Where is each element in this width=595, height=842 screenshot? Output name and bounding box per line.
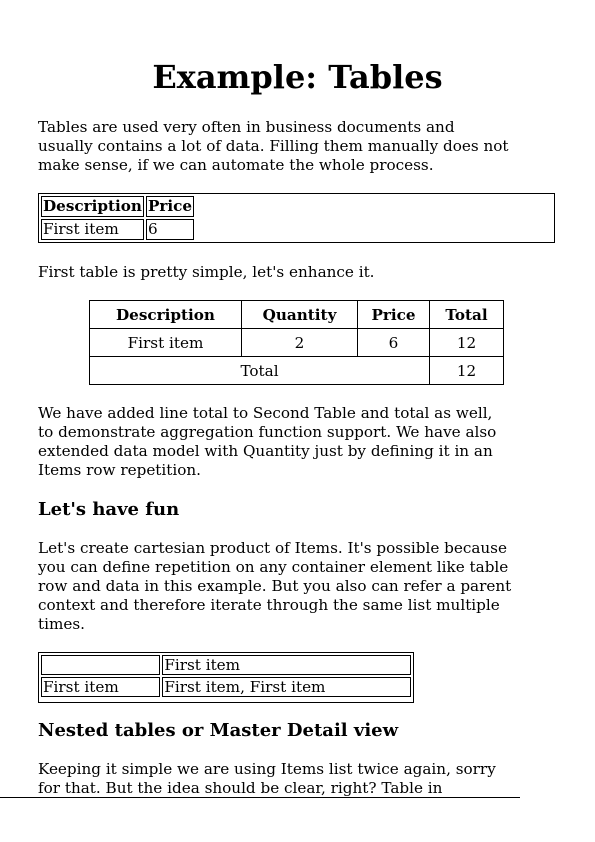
header-cell-quantity: Quantity [242, 301, 358, 329]
simple-table-frame [38, 193, 555, 243]
header-cell-description: Description [90, 301, 242, 329]
table-row [90, 329, 504, 357]
table-total-row [90, 357, 504, 385]
total-label: Total [90, 357, 430, 385]
table-row [41, 219, 194, 240]
cell-quantity: 2 [242, 329, 358, 357]
simple-table [39, 194, 196, 242]
section-nested-paragraph: Keeping it simple we are using Items list twice again, sorry for that. But the idea should be clear, right? Table in [38, 760, 496, 797]
intro-paragraph: Tables are used very often in business documents and usually contains a lot of data. Filling them manually does not make sense, if we can automate the whole process. [38, 118, 509, 174]
page-title: Example: Tables [152, 58, 443, 96]
section-heading-nested: Nested tables or Master Detail view [38, 720, 399, 741]
cell-total: 12 [430, 329, 504, 357]
table2-caption: We have added line total to Second Table and total as well, to demonstrate aggregation function support. We have also extended data model with Quantity just by defining it in an Items row repetition. [38, 404, 497, 479]
enhanced-table [89, 300, 504, 385]
header-cell-price: Price [147, 197, 193, 215]
cell-price: 6 [146, 219, 194, 240]
page-bottom-rule [0, 797, 520, 798]
corner-cell [41, 655, 160, 675]
table-header-row [41, 196, 194, 217]
cell-price: 6 [358, 329, 430, 357]
cartesian-table [39, 653, 413, 699]
header-cell-total: Total [430, 301, 504, 329]
row-header-cell: First item [41, 677, 160, 697]
cartesian-table-frame [38, 652, 414, 703]
cell-description: First item [41, 219, 144, 240]
table1-caption: First table is pretty simple, let's enhance it. [38, 263, 375, 281]
table-row [41, 677, 411, 697]
header-cell-item: First item [162, 655, 411, 675]
product-cell: First item, First item [162, 677, 411, 697]
header-cell-price: Price [358, 301, 430, 329]
section-heading-fun: Let's have fun [38, 499, 180, 520]
section-fun-paragraph: Let's create cartesian product of Items. It's possible because you can define repetition on any container element like table row and data in this example. But you also can refer a parent context and therefore iterate through the same list multiple times. [38, 539, 512, 633]
table-header-row [41, 655, 411, 675]
total-value: 12 [430, 357, 504, 385]
cell-description: First item [90, 329, 242, 357]
header-cell-description: Description [43, 197, 142, 215]
table-header-row [90, 301, 504, 329]
